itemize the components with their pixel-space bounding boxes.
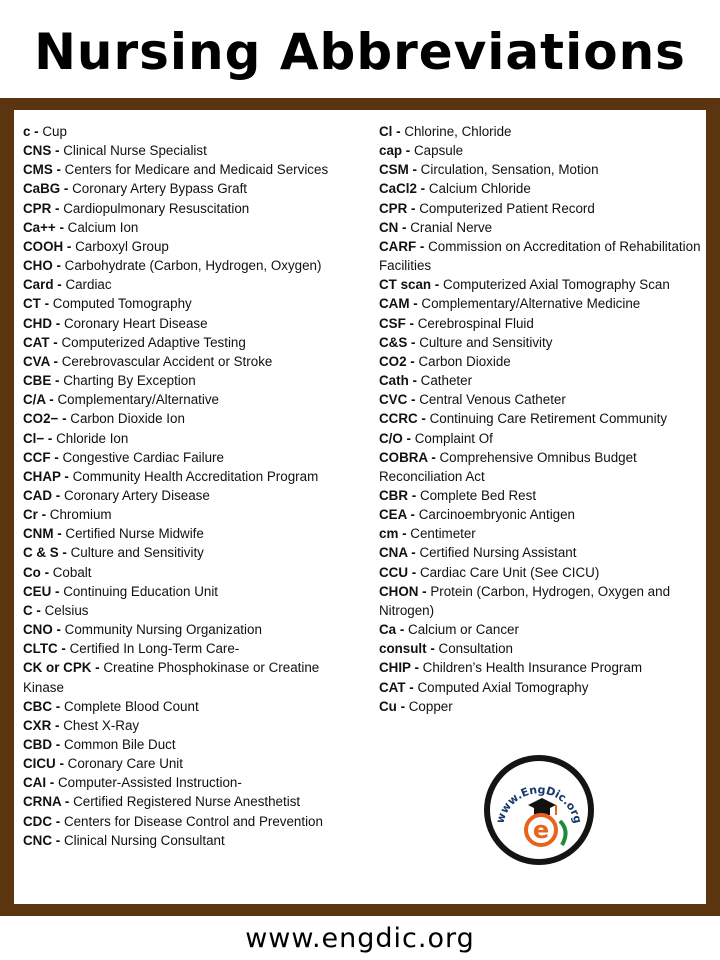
header: [0, 0, 720, 96]
abbreviation-entry: [23, 179, 361, 198]
abbreviation-entry: [23, 237, 361, 256]
abbreviation-term: CO2 -: [379, 353, 415, 369]
abbreviation-meaning: Coronary Artery Disease: [63, 487, 210, 503]
abbreviation-term: CNM -: [23, 526, 62, 542]
abbreviation-term: CVA -: [23, 353, 58, 369]
abbreviation-entry: [379, 371, 701, 390]
abbreviation-meaning: Continuing Education Unit: [63, 583, 219, 599]
abbreviation-meaning: Calcium Chloride: [428, 181, 531, 197]
abbreviation-term: CNO -: [23, 622, 61, 638]
abbreviation-meaning: Protein (Carbon, Hydrogen, Oxygen and Nitrogen): [379, 583, 671, 618]
abbreviation-term: CNC -: [23, 832, 61, 848]
abbreviation-entry: [379, 486, 701, 505]
abbreviation-meaning: Comprehensive Omnibus Budget Reconciliation Act: [379, 449, 637, 484]
abbreviation-term: CCRC -: [379, 411, 426, 427]
abbreviation-term: C/O -: [379, 430, 411, 446]
abbreviation-entry: [379, 524, 701, 543]
abbreviation-meaning: Computed Axial Tomography: [417, 679, 589, 695]
abbreviation-entry: [379, 314, 701, 333]
abbreviation-entry: [379, 237, 701, 275]
abbreviation-term: CBR -: [379, 487, 417, 503]
abbreviation-entry: [23, 505, 361, 524]
abbreviation-meaning: Cranial Nerve: [410, 219, 493, 235]
abbreviation-meaning: Carcinoembryonic Antigen: [418, 507, 576, 523]
abbreviation-term: Co -: [23, 564, 50, 580]
abbreviation-meaning: Chloride Ion: [56, 430, 129, 446]
abbreviation-term: CICU -: [23, 756, 64, 772]
abbreviation-term: CAM -: [379, 296, 418, 312]
abbreviation-term: CMS -: [23, 162, 61, 178]
abbreviation-entry: [379, 390, 701, 409]
abbreviation-term: Cr -: [23, 507, 47, 523]
abbreviation-term: CHO -: [23, 258, 61, 274]
abbreviation-term: CEA -: [379, 507, 415, 523]
abbreviation-entry: [23, 620, 361, 639]
abbreviation-entry: [379, 218, 701, 237]
abbreviation-meaning: Complete Blood Count: [63, 698, 199, 714]
abbreviation-entry: [379, 122, 701, 141]
abbreviation-term: CT scan -: [379, 277, 440, 293]
abbreviation-meaning: Centers for Medicare and Medicaid Services: [64, 162, 329, 178]
abbreviation-meaning: Carbohydrate (Carbon, Hydrogen, Oxygen): [64, 258, 322, 274]
abbreviation-term: CNS -: [23, 143, 60, 159]
abbreviation-term: CPR -: [23, 200, 60, 216]
abbreviation-term: Cu -: [379, 698, 406, 714]
abbreviation-entry: [23, 314, 361, 333]
abbreviation-meaning: Circulation, Sensation, Motion: [420, 162, 599, 178]
abbreviation-meaning: Common Bile Duct: [63, 737, 176, 752]
abbreviation-entry: [23, 773, 361, 792]
abbreviation-term: Cl -: [379, 124, 401, 139]
content-frame: [0, 98, 720, 916]
abbreviation-entry: [379, 352, 701, 371]
abbreviation-meaning: Computerized Patient Record: [419, 200, 595, 216]
footer-url[interactable]: www.engdic.org: [245, 922, 475, 954]
abbreviation-term: CAI -: [23, 775, 55, 791]
abbreviation-meaning: Centers for Disease Control and Prevention: [63, 813, 323, 829]
abbreviation-meaning: Certified Nurse Midwife: [65, 526, 204, 542]
abbreviation-entry: [23, 543, 361, 562]
abbreviation-meaning: Coronary Artery Bypass Graft: [72, 181, 248, 197]
abbreviation-term: CBC -: [23, 698, 61, 714]
abbreviation-meaning: Chest X-Ray: [63, 717, 140, 733]
abbreviation-meaning: Central Venous Catheter: [419, 392, 566, 408]
abbreviation-entry: [379, 160, 701, 179]
abbreviation-term: CK or CPK -: [23, 660, 100, 676]
abbreviation-entry: [379, 179, 701, 198]
abbreviation-entry: [23, 294, 361, 313]
abbreviation-meaning: Computerized Adaptive Testing: [61, 334, 246, 350]
abbreviation-term: CSF -: [379, 315, 414, 331]
abbreviation-meaning: Certified Registered Nurse Anesthetist: [73, 794, 301, 810]
abbreviation-term: C&S -: [379, 334, 416, 350]
abbreviation-term: C -: [23, 602, 41, 618]
abbreviation-meaning: Cardiac Care Unit (See CICU): [419, 564, 600, 580]
logo-letter: e: [532, 816, 550, 844]
abbreviation-entry: [23, 371, 361, 390]
abbreviation-meaning: Commission on Accreditation of Rehabilitation Facilities: [379, 238, 701, 274]
abbreviation-term: CN -: [379, 219, 407, 235]
logo-green-swoosh: [560, 821, 566, 845]
footer: [0, 916, 720, 960]
abbreviation-entry: [23, 601, 361, 620]
abbreviation-meaning: Community Nursing Organization: [64, 622, 262, 638]
abbreviation-entry: [23, 160, 361, 179]
abbreviation-term: Card -: [23, 277, 62, 293]
abbreviation-entry: [23, 792, 361, 811]
logo-inner: [490, 761, 588, 859]
abbreviation-meaning: Clinical Nurse Specialist: [63, 143, 207, 159]
abbreviation-term: CXR -: [23, 717, 60, 733]
abbreviation-entry: [379, 563, 701, 582]
abbreviation-term: CAT -: [379, 679, 414, 695]
abbreviation-entry: [23, 563, 361, 582]
abbreviation-term: CaBG -: [23, 181, 69, 197]
abbreviation-entry: [23, 122, 361, 141]
abbreviation-term: cap -: [379, 143, 411, 159]
abbreviation-meaning: Copper: [408, 698, 453, 714]
abbreviation-entry: [379, 294, 701, 313]
abbreviation-term: CNA -: [379, 545, 416, 561]
abbreviation-term: CCU -: [379, 564, 417, 580]
abbreviation-entry: [23, 218, 361, 237]
abbreviation-entry: [379, 505, 701, 524]
abbreviations-left-column: [23, 122, 361, 850]
abbreviation-meaning: Carbon Dioxide Ion: [70, 411, 185, 427]
abbreviation-meaning: Calcium or Cancer: [408, 622, 519, 638]
abbreviation-entry: [23, 352, 361, 371]
logo-graphic: [490, 761, 588, 859]
abbreviation-term: CHAP -: [23, 468, 69, 484]
abbreviation-meaning: Culture and Sensitivity: [70, 545, 204, 561]
abbreviation-meaning: Cerebrovascular Accident or Stroke: [61, 353, 273, 369]
abbreviation-entry: [23, 831, 361, 850]
abbreviation-meaning: Computerized Axial Tomography Scan: [443, 277, 670, 293]
abbreviation-entry: [23, 141, 361, 160]
abbreviation-meaning: Complaint Of: [414, 430, 493, 446]
abbreviation-meaning: Congestive Cardiac Failure: [62, 449, 224, 465]
abbreviation-term: CAT -: [23, 334, 58, 350]
abbreviation-meaning: Chromium: [49, 507, 112, 523]
abbreviation-meaning: Cerebrospinal Fluid: [417, 315, 534, 331]
abbreviation-meaning: Calcium Ion: [67, 219, 139, 235]
abbreviation-term: C/A -: [23, 392, 54, 408]
abbreviation-term: CLTC -: [23, 641, 66, 657]
abbreviation-meaning: Computer-Assisted Instruction-: [57, 775, 242, 791]
abbreviation-entry: [23, 467, 361, 486]
abbreviation-meaning: Catheter: [420, 373, 473, 389]
abbreviation-entry: [23, 429, 361, 448]
abbreviation-entry: [379, 620, 701, 639]
abbreviation-term: CHIP -: [379, 660, 419, 676]
abbreviation-entry: [23, 333, 361, 352]
abbreviation-term: CEU -: [23, 583, 60, 599]
abbreviation-meaning: Certified In Long-Term Care-: [69, 641, 240, 657]
abbreviation-entry: [23, 639, 361, 658]
abbreviation-entry: [379, 448, 701, 486]
abbreviation-meaning: Community Health Accreditation Program: [72, 468, 319, 484]
abbreviation-entry: [23, 448, 361, 467]
abbreviation-term: CaCl2 -: [379, 181, 426, 197]
abbreviation-entry: [23, 582, 361, 601]
abbreviation-term: CAD -: [23, 487, 61, 503]
abbreviation-entry: [379, 697, 701, 716]
abbreviation-meaning: Chlorine, Chloride: [404, 124, 512, 139]
abbreviation-entry: [23, 390, 361, 409]
abbreviation-meaning: Charting By Exception: [63, 373, 196, 389]
abbreviation-term: CO2− -: [23, 411, 67, 427]
abbreviation-term: CHD -: [23, 315, 61, 331]
abbreviation-entry: [379, 678, 701, 697]
abbreviation-meaning: Cardiopulmonary Resuscitation: [63, 200, 250, 216]
abbreviation-meaning: Coronary Care Unit: [67, 756, 184, 772]
abbreviation-entry: [23, 754, 361, 773]
abbreviations-right-column: [379, 122, 701, 716]
abbreviation-meaning: Clinical Nursing Consultant: [63, 832, 225, 848]
abbreviation-meaning: Consultation: [438, 641, 513, 657]
abbreviation-term: C & S -: [23, 545, 67, 561]
abbreviation-term: Cl− -: [23, 430, 53, 446]
abbreviation-meaning: Certified Nursing Assistant: [419, 545, 577, 561]
abbreviation-entry: [379, 429, 701, 448]
abbreviation-meaning: Culture and Sensitivity: [419, 334, 553, 350]
abbreviation-entry: [379, 658, 701, 677]
abbreviation-term: CSM -: [379, 162, 417, 178]
abbreviation-term: Ca++ -: [23, 219, 64, 235]
abbreviation-meaning: Children’s Health Insurance Program: [422, 660, 642, 676]
abbreviation-term: consult -: [379, 641, 435, 657]
abbreviation-entry: [23, 199, 361, 218]
content-panel: [14, 110, 706, 904]
abbreviation-entry: [379, 141, 701, 160]
abbreviation-term: CVC -: [379, 392, 416, 408]
abbreviation-entry: [379, 275, 701, 294]
abbreviation-term: CPR -: [379, 200, 416, 216]
abbreviation-meaning: Complementary/Alternative Medicine: [421, 296, 641, 312]
abbreviation-term: CDC -: [23, 813, 61, 829]
abbreviation-entry: [379, 543, 701, 562]
abbreviation-entry: [23, 697, 361, 716]
abbreviation-meaning: Complete Bed Rest: [419, 487, 537, 503]
abbreviation-entry: [23, 716, 361, 735]
abbreviation-entry: [379, 582, 701, 620]
abbreviation-entry: [23, 812, 361, 831]
abbreviation-term: COOH -: [23, 238, 72, 254]
abbreviation-term: cm -: [379, 526, 407, 542]
abbreviation-term: c -: [23, 124, 39, 139]
abbreviation-meaning: Computed Tomography: [52, 296, 192, 312]
abbreviation-meaning: Creatine Phosphokinase or Creatine Kinase: [23, 660, 320, 695]
abbreviation-entry: [23, 275, 361, 294]
abbreviation-entry: [379, 639, 701, 658]
abbreviation-entry: [23, 256, 361, 275]
abbreviation-term: COBRA -: [379, 449, 436, 465]
abbreviation-entry: [23, 409, 361, 428]
abbreviation-meaning: Coronary Heart Disease: [63, 315, 208, 331]
abbreviation-meaning: Carboxyl Group: [75, 238, 169, 254]
abbreviation-meaning: Complementary/Alternative: [57, 392, 219, 408]
abbreviation-term: CBE -: [23, 373, 60, 389]
logo-arc-text: www.EngDic.org: [493, 783, 585, 825]
abbreviation-meaning: Carbon Dioxide: [418, 353, 511, 369]
abbreviation-meaning: Centimeter: [410, 526, 476, 542]
abbreviation-entry: [379, 199, 701, 218]
abbreviation-meaning: Capsule: [414, 143, 464, 159]
abbreviation-term: CBD -: [23, 737, 61, 752]
abbreviation-entry: [23, 735, 361, 754]
abbreviation-term: Cath -: [379, 373, 417, 389]
abbreviation-term: CCF -: [23, 449, 59, 465]
abbreviation-meaning: Celsius: [44, 602, 89, 618]
abbreviation-meaning: Cardiac: [65, 277, 112, 293]
abbreviation-entry: [23, 524, 361, 543]
abbreviation-meaning: Cobalt: [52, 564, 92, 580]
abbreviation-term: CRNA -: [23, 794, 70, 810]
abbreviation-term: CARF -: [379, 238, 425, 254]
abbreviation-term: CHON -: [379, 583, 427, 599]
abbreviation-entry: [23, 658, 361, 696]
abbreviation-entry: [23, 486, 361, 505]
abbreviation-entry: [379, 409, 701, 428]
abbreviation-meaning: Cup: [42, 124, 67, 139]
page-title: Nursing Abbreviations: [34, 23, 686, 81]
engdic-logo: [484, 755, 594, 865]
abbreviation-meaning: Continuing Care Retirement Community: [429, 411, 668, 427]
abbreviation-term: CT -: [23, 296, 50, 312]
abbreviation-entry: [379, 333, 701, 352]
abbreviation-term: Ca -: [379, 622, 405, 638]
